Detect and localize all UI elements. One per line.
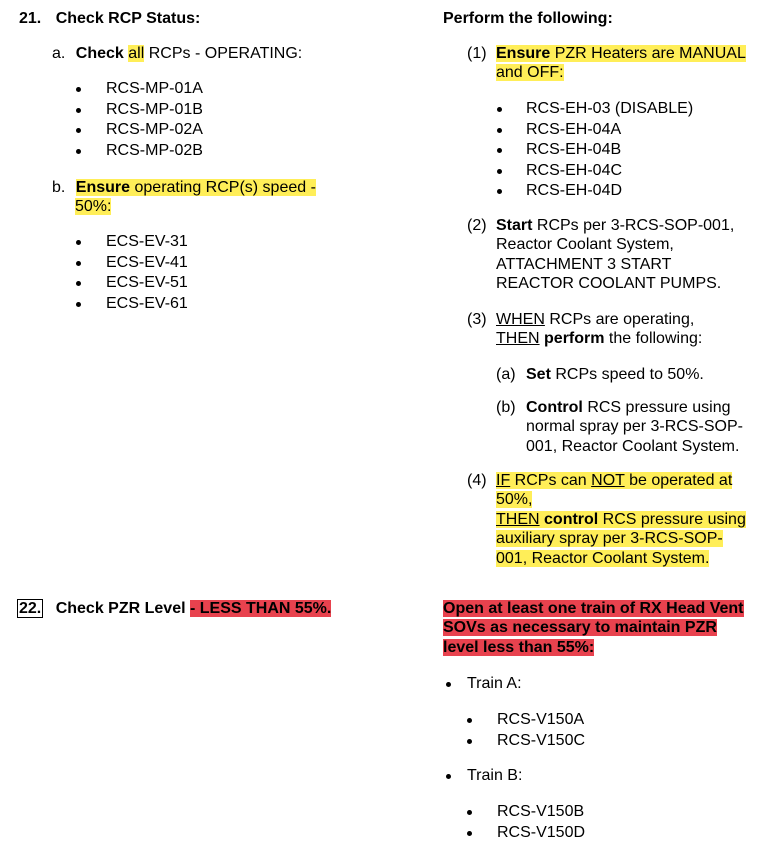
list-item: RCS-EH-03 (DISABLE) — [526, 100, 694, 117]
bullet-icon — [446, 774, 451, 779]
list-item: RCS-V150D — [497, 824, 586, 841]
step21a-verb: Check — [75, 45, 124, 62]
bullet-icon — [76, 87, 81, 92]
rno3b-line2: normal spray per 3-RCS-SOP- — [526, 418, 743, 435]
rno1-line1: Ensure PZR Heaters are MANUAL — [496, 45, 746, 62]
rno3-then: THEN — [496, 330, 540, 347]
rno3b-line1: Control RCS pressure using — [526, 399, 731, 416]
bullet-icon — [497, 169, 502, 174]
step22-number: 22. — [19, 600, 42, 617]
bullet-icon — [467, 739, 472, 744]
step21b-label: b. — [52, 179, 66, 196]
rno2-line1: Start RCPs per 3-RCS-SOP-001, — [496, 217, 735, 234]
list-item: RCS-V150B — [497, 803, 585, 820]
list-item: RCS-MP-02A — [106, 121, 203, 138]
step22-title-highlight: - LESS THAN 55%. — [189, 600, 332, 617]
rno3-line2: THEN perform the following: — [496, 330, 703, 347]
rno3b-label: (b) — [496, 399, 516, 416]
rno1-verb: Ensure — [496, 45, 551, 62]
rno2-verb: Start — [496, 217, 533, 234]
rno3a-label: (a) — [496, 366, 516, 383]
list-item: ECS-EV-41 — [106, 254, 188, 271]
rno4-line3: THEN control RCS pressure using — [496, 511, 746, 528]
rno4-line5: 001, Reactor Coolant System. — [496, 550, 710, 567]
step22-rno-line3: level less than 55%: — [443, 639, 595, 656]
rno2-number: (2) — [467, 217, 487, 234]
bullet-icon — [76, 261, 81, 266]
list-item: RCS-MP-01A — [106, 80, 203, 97]
list-item: RCS-EH-04C — [526, 162, 623, 179]
bullet-icon — [467, 810, 472, 815]
rno4-number: (4) — [467, 472, 487, 489]
rno1-number: (1) — [467, 45, 487, 62]
bullet-icon — [497, 128, 502, 133]
rno3-number: (3) — [467, 311, 487, 328]
bullet-icon — [76, 149, 81, 154]
step21a-highlight: all — [128, 45, 145, 62]
bullet-icon — [497, 107, 502, 112]
step22-title: Check PZR Level — [55, 600, 190, 617]
bullet-icon — [467, 718, 472, 723]
step21b-line2: 50%: — [75, 198, 112, 215]
step21-rno-header: Perform the following: — [443, 10, 613, 27]
step21-title: Check RCP Status: — [55, 10, 201, 27]
bullet-icon — [497, 189, 502, 194]
step22-header — [17, 599, 331, 619]
list-item: ECS-EV-51 — [106, 274, 188, 291]
list-item: RCS-MP-02B — [106, 142, 203, 159]
step22-rno-line2: SOVs as necessary to maintain PZR — [443, 619, 717, 636]
list-item: RCS-EH-04D — [526, 182, 623, 199]
step21b-rest: operating RCP(s) speed - — [130, 179, 316, 196]
list-item: RCS-EH-04B — [526, 141, 622, 158]
rno3a-line: Set RCPs speed to 50%. — [526, 366, 704, 383]
step21a-rest: RCPs - OPERATING: — [144, 45, 303, 62]
bullet-icon — [446, 682, 451, 687]
step21a-label: a. — [52, 45, 66, 62]
train-b-label: Train B: — [467, 767, 523, 784]
step21a-line — [52, 44, 302, 64]
rno3-line1: WHEN RCPs are operating, — [496, 311, 695, 328]
bullet-icon — [76, 281, 81, 286]
train-a-label: Train A: — [467, 675, 522, 692]
list-item: RCS-EH-04A — [526, 121, 622, 138]
list-item: RCS-V150A — [497, 711, 585, 728]
rno2-line3: ATTACHMENT 3 START — [496, 256, 672, 273]
rno3b-line3: 001, Reactor Coolant System. — [526, 438, 740, 455]
rno3-when: WHEN — [496, 311, 545, 328]
step21-header — [19, 9, 200, 29]
rno2-line2: Reactor Coolant System, — [496, 236, 674, 253]
list-item: ECS-EV-31 — [106, 233, 188, 250]
bullet-icon — [497, 148, 502, 153]
bullet-icon — [76, 128, 81, 133]
rno4-line1: IF RCPs can NOT be operated at — [496, 472, 733, 489]
list-item: RCS-V150C — [497, 732, 586, 749]
bullet-icon — [76, 240, 81, 245]
rno4-line2: 50%, — [496, 491, 533, 508]
step21b-verb: Ensure — [75, 179, 131, 196]
list-item: ECS-EV-61 — [106, 295, 188, 312]
list-item: RCS-MP-01B — [106, 101, 203, 118]
rno2-line4: REACTOR COOLANT PUMPS. — [496, 275, 722, 292]
rno4-line4: auxiliary spray per 3-RCS-SOP- — [496, 530, 723, 547]
step22-rno-line1: Open at least one train of RX Head Vent — [443, 600, 744, 617]
rno3-perform: perform — [544, 330, 605, 347]
step21-number: 21. — [19, 10, 42, 27]
rno1-line2: and OFF: — [496, 64, 564, 81]
bullet-icon — [76, 302, 81, 307]
bullet-icon — [467, 831, 472, 836]
step21b-line1 — [52, 178, 316, 198]
bullet-icon — [76, 108, 81, 113]
